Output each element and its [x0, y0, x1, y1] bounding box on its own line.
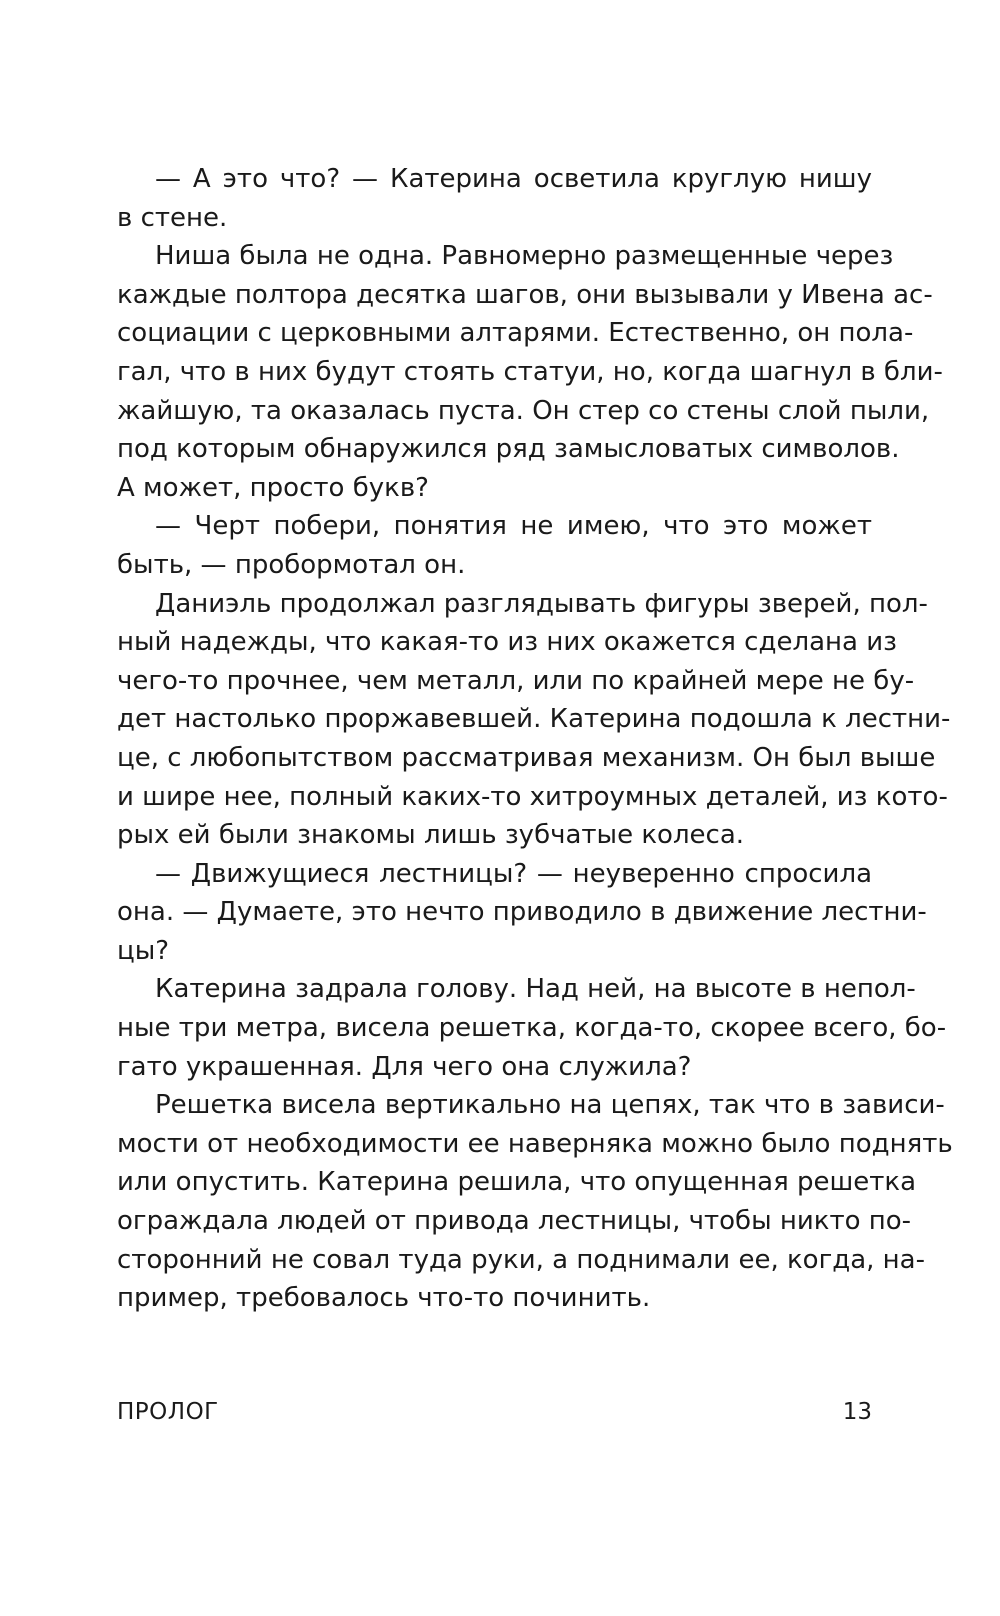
- text-line: Ниша была не одна. Равномерно размещенные через: [155, 241, 894, 272]
- text-line: — А это что? — Катерина осветила круглую нишу: [155, 164, 872, 194]
- text-line: ные три метра, висела решетка, когда-то, скорее всего, бо-: [117, 1013, 947, 1044]
- text-line: каждые полтора десятка шагов, они вызывали у Ивена ас-: [117, 279, 933, 310]
- paragraph-1: [117, 160, 872, 237]
- text-line: социации с церковными алтарями. Естественно, он пола-: [117, 318, 914, 349]
- text-line: Даниэль продолжал разглядывать фигуры зверей, пол-: [155, 588, 928, 619]
- text-line: цы?: [117, 935, 170, 966]
- text-line: це, с любопытством рассматривая механизм. Он был выше: [117, 742, 936, 773]
- text-line: Катерина задрала голову. Над ней, на высоте в непол-: [155, 974, 916, 1005]
- text-line: чего-то прочнее, чем металл, или по крайней мере не бу-: [117, 665, 915, 696]
- text-line: под которым обнаружился ряд замысловатых символов.: [117, 434, 900, 465]
- page-number: 13: [842, 1399, 872, 1425]
- paragraph-5: [117, 855, 927, 971]
- text-line: гал, что в них будут стоять статуи, но, когда шагнул в бли-: [117, 356, 943, 387]
- paragraph-4: [117, 585, 951, 855]
- text-line: пример, требовалось что-то починить.: [117, 1283, 651, 1314]
- text-line: мости от необходимости ее наверняка можно было поднять: [117, 1128, 953, 1159]
- paragraph-2: [117, 237, 943, 507]
- text-line: — Движущиеся лестницы? — неуверенно спросила: [155, 858, 872, 889]
- text-line: дет настолько проржавевшей. Катерина подошла к лестни-: [117, 704, 951, 735]
- text-line: сторонний не совал туда руки, а поднимали ее, когда, на-: [117, 1244, 925, 1275]
- paragraph-3: [117, 507, 872, 584]
- text-line: гато украшенная. Для чего она служила?: [117, 1051, 692, 1082]
- text-line: А может, просто букв?: [117, 472, 429, 503]
- page-body: [117, 160, 953, 1318]
- text-line: — Черт побери, понятия не имею, что это может: [155, 511, 872, 542]
- text-line: в стене.: [117, 202, 228, 233]
- text-line: ный надежды, что какая-то из них окажется сделана из: [117, 627, 897, 658]
- text-line: или опустить. Катерина решила, что опущенная решетка: [117, 1167, 917, 1198]
- text-line: она. — Думаете, это нечто приводило в движение лестни-: [117, 897, 927, 928]
- paragraph-7: [117, 1086, 953, 1318]
- text-line: и шире нее, полный каких-то хитроумных деталей, из кото-: [117, 781, 948, 812]
- paragraph-6: [117, 970, 947, 1086]
- text-line: ограждала людей от привода лестницы, чтобы никто по-: [117, 1206, 912, 1237]
- text-line: рых ей были знакомы лишь зубчатые колеса.: [117, 820, 745, 851]
- text-line: Решетка висела вертикально на цепях, так что в зависи-: [155, 1090, 945, 1121]
- text-line: быть, — пробормотал он.: [117, 549, 466, 580]
- running-footer-section-title: ПРОЛОГ: [117, 1399, 219, 1425]
- text-line: жайшую, та оказалась пуста. Он стер со стены слой пыли,: [117, 395, 930, 426]
